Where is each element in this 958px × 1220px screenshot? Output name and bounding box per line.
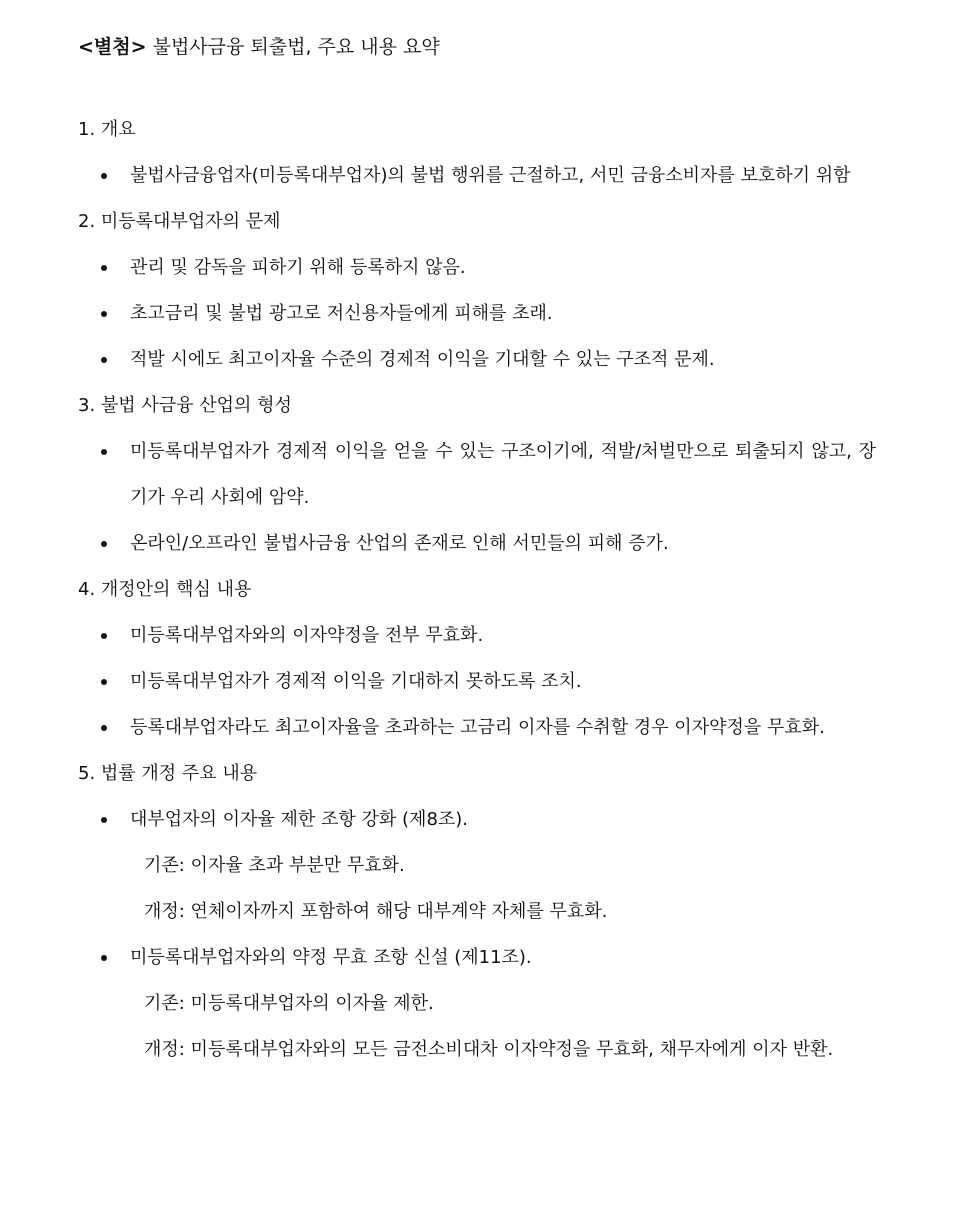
bullet-item [78,337,876,383]
detail-before: 기존: 미등록대부업자의 이자율 제한. [144,993,434,1014]
section-bullets-overview [78,153,876,199]
detail-after: 개정: 미등록대부업자와의 모든 금전소비대차 이자약정을 무효화, 채무자에게 이자 반환. [144,1039,834,1060]
bullet-item [78,935,876,981]
bullet-dot-icon [101,357,107,363]
document-title [78,30,876,64]
bullet-dot-icon [101,265,107,271]
amendment-details-article-8 [78,843,876,935]
bullet-item [78,613,876,659]
bullet-text: 불법사금융업자(미등록대부업자)의 불법 행위를 근절하고, 서민 금융소비자를 보호하기 위함 [130,165,851,186]
bullet-text: 미등록대부업자와의 이자약정을 전부 무효화. [130,625,484,646]
section-heading-industry: 3. 불법 사금융 산업의 형성 [78,395,292,416]
bullet-text: 미등록대부업자가 경제적 이익을 얻을 수 있는 구조이기에, 적발/처벌만으로 퇴출되지 않고, 장기가 우리 사회에 암약. [130,441,876,508]
bullet-text: 미등록대부업자가 경제적 이익을 기대하지 못하도록 조치. [130,671,582,692]
bullet-dot-icon [101,679,107,685]
bullet-item [78,429,876,521]
bullet-dot-icon [101,817,107,823]
bullet-text: 온라인/오프라인 불법사금융 산업의 존재로 인해 서민들의 피해 증가. [130,533,669,554]
section-heading-amendments: 5. 법률 개정 주요 내용 [78,763,258,784]
bullet-item [78,659,876,705]
bullet-text: 등록대부업자라도 최고이자율을 초과하는 고금리 이자를 수취할 경우 이자약정을 무효화. [130,717,825,738]
bullet-dot-icon [101,633,107,639]
section-bullets-core-content [78,613,876,751]
section-bullets-amendments [78,797,876,843]
bullet-item [78,245,876,291]
detail-before: 기존: 이자율 초과 부분만 무효화. [144,855,405,876]
bullet-dot-icon [101,725,107,731]
bullet-dot-icon [101,311,107,317]
section-heading-problems: 2. 미등록대부업자의 문제 [78,211,281,232]
bullet-item [78,705,876,751]
section-bullets-amendments-2 [78,935,876,981]
bullet-dot-icon [101,173,107,179]
detail-after: 개정: 연체이자까지 포함하여 해당 대부계약 자체를 무효화. [144,901,608,922]
bullet-item [78,291,876,337]
bullet-text: 미등록대부업자와의 약정 무효 조항 신설 (제11조). [130,947,532,968]
bullet-item [78,153,876,199]
bullet-dot-icon [101,449,107,455]
section-bullets-industry [78,429,876,567]
bullet-dot-icon [101,955,107,961]
bullet-item [78,797,876,843]
document-page [78,30,876,1073]
bullet-text: 관리 및 감독을 피하기 위해 등록하지 않음. [130,257,466,278]
section-heading-overview: 1. 개요 [78,119,136,140]
section-bullets-problems [78,245,876,383]
amendment-details-article-11 [78,981,876,1073]
bullet-text: 대부업자의 이자율 제한 조항 강화 (제8조). [130,809,469,830]
bullet-text: 초고금리 및 불법 광고로 저신용자들에게 피해를 초래. [130,303,553,324]
bullet-text: 적발 시에도 최고이자율 수준의 경제적 이익을 기대할 수 있는 구조적 문제. [130,349,715,370]
attachment-tag: <별첨> [78,36,147,58]
title-text: 불법사금융 퇴출법, 주요 내용 요약 [146,36,440,58]
section-heading-core-content: 4. 개정안의 핵심 내용 [78,579,252,600]
bullet-dot-icon [101,541,107,547]
bullet-item [78,521,876,567]
